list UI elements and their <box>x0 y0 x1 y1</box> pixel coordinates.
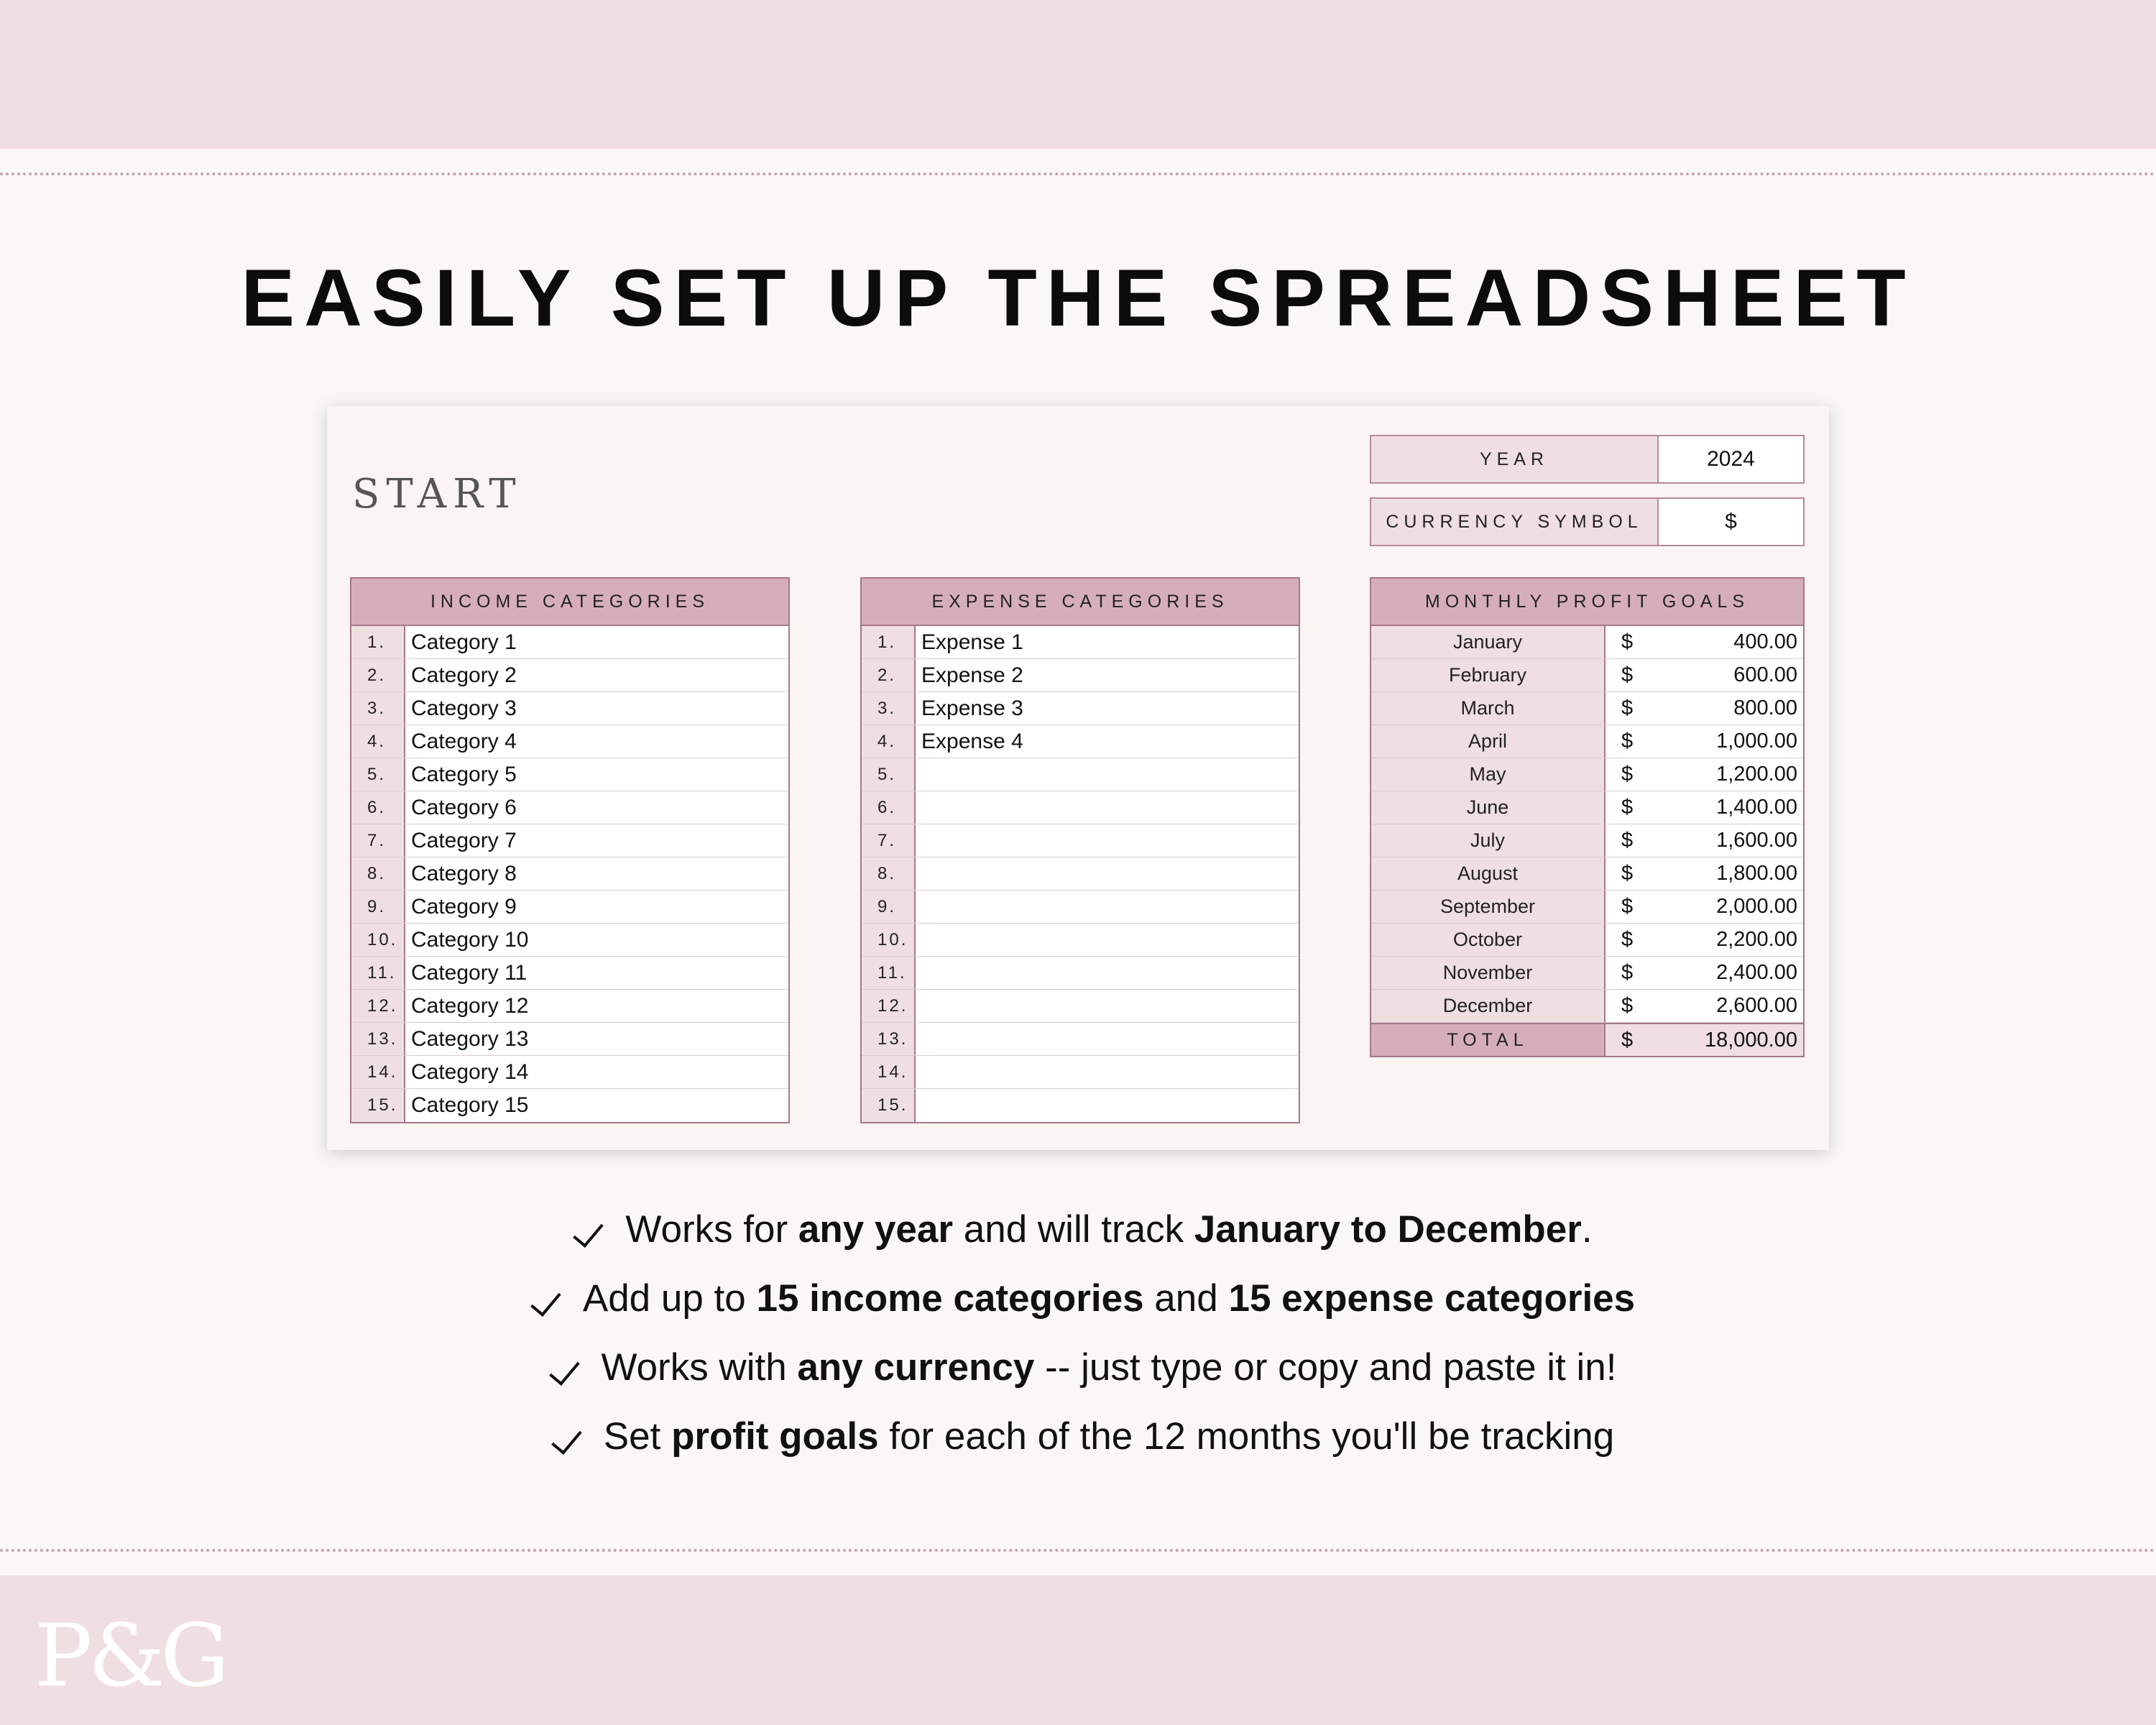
income-row-number: 12. <box>351 990 405 1022</box>
feature-text: Works for <box>625 1208 798 1251</box>
goals-total-row <box>1371 1023 1803 1056</box>
income-row-number: 8. <box>351 857 405 890</box>
goal-currency: $ <box>1621 663 1634 686</box>
checkmark-icon <box>521 1284 564 1312</box>
income-row <box>351 891 788 924</box>
expense-row-number: 14. <box>862 1056 916 1088</box>
income-row-number: 5. <box>351 758 405 791</box>
goals-header: MONTHLY PROFIT GOALS <box>1371 579 1803 626</box>
goal-currency: $ <box>1621 928 1634 951</box>
expense-name-cell[interactable] <box>916 924 1299 956</box>
income-name-cell[interactable]: Category 6 <box>411 795 517 819</box>
spreadsheet-preview <box>327 406 1829 1150</box>
income-name-cell[interactable]: Category 13 <box>411 1026 529 1051</box>
goal-row <box>1371 692 1803 725</box>
top-band <box>0 0 2156 149</box>
goal-value-cell[interactable]: 2,200.00 <box>1716 928 1797 951</box>
income-row <box>351 1056 788 1089</box>
expense-row-number: 15. <box>862 1089 916 1122</box>
feature-item <box>0 1414 2156 1458</box>
expense-row <box>862 626 1299 659</box>
feature-text: and <box>1143 1277 1229 1320</box>
expense-row-number: 2. <box>862 659 916 691</box>
bottom-dotted-divider <box>0 1549 2156 1552</box>
income-row <box>351 957 788 990</box>
goal-currency: $ <box>1621 895 1634 918</box>
income-name-cell[interactable]: Category 12 <box>411 993 529 1018</box>
expense-name-cell[interactable] <box>916 758 1299 791</box>
income-name-cell[interactable]: Category 2 <box>411 663 517 687</box>
expense-row <box>862 857 1299 891</box>
goal-value-cell[interactable]: 2,600.00 <box>1716 994 1797 1017</box>
expense-name-cell[interactable] <box>916 824 1299 857</box>
year-label: YEAR <box>1371 436 1659 482</box>
total-label: TOTAL <box>1371 1024 1606 1056</box>
checkmark-icon <box>563 1215 607 1243</box>
feature-text: . <box>1581 1208 1593 1251</box>
goal-value-cell[interactable]: 400.00 <box>1733 630 1797 653</box>
goal-month: September <box>1371 891 1606 923</box>
income-name-cell[interactable]: Category 5 <box>411 762 517 786</box>
feature-bold: any currency <box>797 1346 1035 1389</box>
expense-name-cell[interactable] <box>916 1056 1299 1088</box>
expense-name-cell[interactable] <box>916 957 1299 989</box>
bottom-band <box>0 1576 2156 1725</box>
goal-row <box>1371 725 1803 758</box>
income-row <box>351 824 788 857</box>
expense-row-number: 8. <box>862 857 916 890</box>
goal-month: July <box>1371 824 1606 857</box>
goal-row <box>1371 791 1803 824</box>
income-rows <box>351 626 788 1122</box>
income-row <box>351 692 788 725</box>
checkmark-icon <box>542 1422 585 1450</box>
income-row <box>351 659 788 692</box>
income-row-number: 4. <box>351 725 405 758</box>
year-setting <box>1370 435 1805 484</box>
goal-month: January <box>1371 626 1606 658</box>
goal-row <box>1371 990 1803 1023</box>
goal-row <box>1371 957 1803 990</box>
expense-row <box>862 924 1299 957</box>
goal-currency: $ <box>1621 696 1634 719</box>
income-row <box>351 857 788 891</box>
total-values <box>1606 1024 1803 1056</box>
income-row <box>351 725 788 758</box>
income-row-number: 10. <box>351 924 405 956</box>
income-name-cell[interactable]: Category 7 <box>411 828 517 852</box>
brand-logo: P&G <box>34 1606 226 1706</box>
currency-setting <box>1370 497 1805 546</box>
income-row <box>351 791 788 824</box>
currency-label: CURRENCY SYMBOL <box>1371 499 1659 545</box>
goal-currency: $ <box>1621 862 1634 885</box>
feature-text: for each of the 12 months you'll be tracking <box>878 1415 1615 1458</box>
expense-row <box>862 957 1299 990</box>
goal-value-cell[interactable]: 1,000.00 <box>1716 730 1797 753</box>
expense-row <box>862 1023 1299 1056</box>
goal-value-cell[interactable]: 2,000.00 <box>1716 895 1797 918</box>
income-row <box>351 1089 788 1122</box>
income-header: INCOME CATEGORIES <box>351 579 788 626</box>
income-row-number: 6. <box>351 791 405 824</box>
goal-month: April <box>1371 725 1606 758</box>
goal-currency: $ <box>1621 994 1634 1017</box>
income-name-cell[interactable]: Category 1 <box>411 630 517 654</box>
expense-name-cell[interactable]: Expense 2 <box>921 663 1023 687</box>
income-name-cell[interactable]: Category 8 <box>411 861 517 886</box>
expense-row <box>862 824 1299 857</box>
expense-name-cell[interactable]: Expense 3 <box>921 696 1023 720</box>
income-row-number: 3. <box>351 692 405 724</box>
expense-row-number: 13. <box>862 1023 916 1055</box>
goal-value-cell[interactable]: 800.00 <box>1733 696 1797 719</box>
monthly-profit-goals-table <box>1370 577 1805 1057</box>
expense-categories-table <box>860 577 1300 1123</box>
expense-row-number: 3. <box>862 692 916 724</box>
feature-text: Set <box>603 1415 672 1458</box>
goal-value-cell[interactable]: 1,800.00 <box>1716 862 1797 885</box>
income-row-number: 7. <box>351 824 405 857</box>
goal-row <box>1371 824 1803 857</box>
expense-row <box>862 891 1299 924</box>
income-name-cell[interactable]: Category 15 <box>411 1093 529 1117</box>
goal-row <box>1371 891 1803 924</box>
income-name-cell[interactable]: Category 3 <box>411 696 517 720</box>
total-value: 18,000.00 <box>1704 1028 1797 1052</box>
expense-row <box>862 791 1299 824</box>
headline: EASILY SET UP THE SPREADSHEET <box>241 253 1915 343</box>
expense-name-cell[interactable]: Expense 1 <box>921 630 1023 654</box>
goal-month: August <box>1371 857 1606 890</box>
income-row <box>351 990 788 1023</box>
expense-name-cell[interactable]: Expense 4 <box>921 729 1023 753</box>
goal-row <box>1371 924 1803 957</box>
expense-row <box>862 1089 1299 1122</box>
income-row-number: 14. <box>351 1056 405 1088</box>
goal-row <box>1371 857 1803 891</box>
feature-item <box>0 1208 2156 1251</box>
feature-bold: 15 expense categories <box>1228 1277 1636 1320</box>
income-name-cell[interactable]: Category 9 <box>411 894 517 919</box>
goal-rows <box>1371 626 1803 1023</box>
expense-row-number: 4. <box>862 725 916 758</box>
income-row-number: 2. <box>351 659 405 691</box>
goal-value-cell[interactable]: 1,600.00 <box>1716 829 1797 852</box>
income-row-number: 1. <box>351 626 405 658</box>
expense-row <box>862 725 1299 758</box>
feature-text: and will track <box>953 1208 1194 1251</box>
goal-currency: $ <box>1621 730 1634 753</box>
expense-row-number: 6. <box>862 791 916 824</box>
expense-name-cell[interactable] <box>916 891 1299 923</box>
goal-month: November <box>1371 957 1606 989</box>
feature-bold: profit goals <box>671 1415 879 1458</box>
goal-month: October <box>1371 924 1606 956</box>
expense-row-number: 7. <box>862 824 916 857</box>
top-dotted-divider <box>0 172 2156 175</box>
feature-text: Add up to <box>582 1277 757 1320</box>
goal-value-cell[interactable]: 1,400.00 <box>1716 796 1797 819</box>
expense-row-number: 10. <box>862 924 916 956</box>
expense-header: EXPENSE CATEGORIES <box>862 579 1299 626</box>
income-row <box>351 626 788 659</box>
feature-bold: 15 income categories <box>756 1277 1144 1320</box>
income-row-number: 9. <box>351 891 405 923</box>
expense-row-number: 1. <box>862 626 916 658</box>
expense-name-cell[interactable] <box>916 857 1299 890</box>
expense-name-cell[interactable] <box>916 1089 1299 1122</box>
feature-bold: any year <box>798 1208 954 1251</box>
feature-item <box>0 1346 2156 1389</box>
income-name-cell[interactable]: Category 14 <box>411 1059 529 1084</box>
goal-currency: $ <box>1621 796 1634 819</box>
income-row <box>351 758 788 791</box>
income-row-number: 13. <box>351 1023 405 1055</box>
sheet-title: START <box>352 471 522 518</box>
expense-name-cell[interactable] <box>916 1023 1299 1055</box>
goal-currency: $ <box>1621 829 1634 852</box>
income-name-cell[interactable]: Category 11 <box>411 960 528 985</box>
expense-row-number: 12. <box>862 990 916 1022</box>
expense-row <box>862 758 1299 791</box>
feature-text: Works with <box>601 1346 798 1389</box>
goal-row <box>1371 626 1803 659</box>
currency-input[interactable]: $ <box>1725 510 1737 533</box>
goal-currency: $ <box>1621 763 1634 786</box>
expense-row-number: 11. <box>862 957 916 989</box>
expense-row <box>862 990 1299 1023</box>
goal-row <box>1371 659 1803 692</box>
income-row <box>351 924 788 957</box>
year-input[interactable]: 2024 <box>1707 447 1755 471</box>
expense-name-cell[interactable] <box>916 990 1299 1022</box>
goal-value-cell[interactable]: 2,400.00 <box>1716 961 1797 984</box>
income-row-number: 15. <box>351 1089 405 1122</box>
income-row-number: 11. <box>351 957 405 989</box>
goal-row <box>1371 758 1803 791</box>
goal-month: February <box>1371 659 1606 691</box>
expense-row <box>862 1056 1299 1089</box>
expense-row <box>862 659 1299 692</box>
income-row <box>351 1023 788 1056</box>
feature-bold: January to December <box>1194 1208 1582 1251</box>
total-currency: $ <box>1621 1028 1634 1052</box>
expense-name-cell[interactable] <box>916 791 1299 824</box>
goal-month: December <box>1371 990 1606 1022</box>
income-name-cell[interactable]: Category 4 <box>411 729 517 753</box>
feature-text: -- just type or copy and paste it in! <box>1034 1346 1617 1389</box>
goal-month: June <box>1371 791 1606 824</box>
feature-item <box>0 1276 2156 1320</box>
income-categories-table <box>350 577 790 1123</box>
goal-value-cell[interactable]: 600.00 <box>1733 663 1797 686</box>
expense-row <box>862 692 1299 725</box>
goal-month: March <box>1371 692 1606 724</box>
expense-rows <box>862 626 1299 1122</box>
expense-row-number: 9. <box>862 891 916 923</box>
goal-currency: $ <box>1621 630 1634 653</box>
expense-row-number: 5. <box>862 758 916 791</box>
goal-currency: $ <box>1621 961 1634 984</box>
goal-value-cell[interactable]: 1,200.00 <box>1716 763 1797 786</box>
goal-month: May <box>1371 758 1606 791</box>
checkmark-icon <box>540 1353 583 1381</box>
income-name-cell[interactable]: Category 10 <box>411 927 529 952</box>
